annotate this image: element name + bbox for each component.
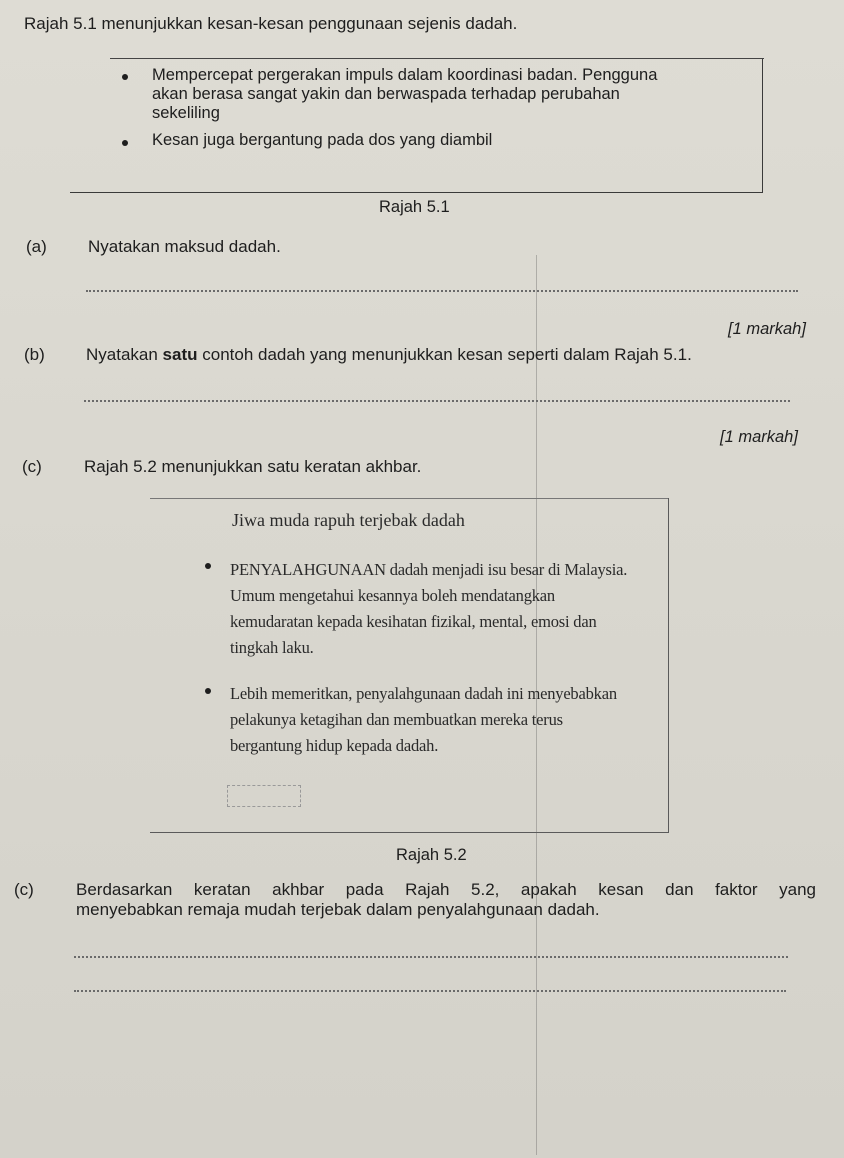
question-a-label: (a) [26, 237, 47, 256]
bullet2-text: Kesan juga bergantung pada dos yang diambil [152, 131, 493, 149]
bullet1-line3: sekeliling [152, 104, 220, 122]
intro-text: Rajah 5.1 menunjukkan kesan-kesan penggunaan sejenis dadah. [24, 14, 518, 33]
clipping-headline: Jiwa muda rapuh terjebak dadah [232, 510, 465, 530]
answer-line-b[interactable] [84, 400, 790, 402]
clipping-para2-line2: pelakunya ketagihan dan membuatkan mereka terus [230, 710, 563, 729]
question-c-intro: Rajah 5.2 menunjukkan satu keratan akhbar. [84, 457, 422, 476]
clipping-placeholder-box [227, 785, 301, 807]
diagram-5-1-box [70, 58, 763, 193]
answer-line-c-2[interactable] [74, 990, 786, 992]
bullet1-line2: akan berasa sangat yakin dan berwaspada terhadap perubahan [152, 85, 620, 103]
marks-a: [1 markah] [728, 320, 806, 338]
bullet-dot [122, 140, 128, 146]
clipping-para2-line1: Lebih memeritkan, penyalahgunaan dadah ini menyebabkan [230, 684, 617, 703]
answer-line-a[interactable] [86, 290, 798, 292]
newspaper-clipping-box [150, 498, 669, 833]
bullet1-line1: Mempercepat pergerakan impuls dalam koordinasi badan. Pengguna [152, 66, 658, 84]
bullet-dot [205, 688, 211, 694]
question-c2-label: (c) [14, 880, 34, 899]
question-c2-line1: Berdasarkan keratan akhbar pada Rajah 5.2, apakah kesan dan faktor yang [76, 880, 816, 899]
bullet-dot [122, 74, 128, 80]
question-b-label: (b) [24, 345, 45, 364]
caption-rajah-5-1: Rajah 5.1 [379, 198, 450, 216]
clipping-para1-line3: kemudaratan kepada kesihatan fizikal, mental, emosi dan [230, 612, 597, 631]
question-a-text: Nyatakan maksud dadah. [88, 237, 281, 256]
clipping-para1-line1: PENYALAHGUNAAN dadah menjadi isu besar di Malaysia. [230, 560, 628, 579]
question-c-label: (c) [22, 457, 42, 476]
clipping-para2-line3: bergantung hidup kepada dadah. [230, 736, 439, 755]
question-b-bold-word: satu [162, 345, 198, 364]
question-c2-line2: menyebabkan remaja mudah terjebak dalam penyalahgunaan dadah. [76, 900, 600, 919]
question-b-text: Nyatakan satu contoh dadah yang menunjukkan kesan seperti dalam Rajah 5.1. [86, 345, 692, 364]
clipping-para1-line4: tingkah laku. [230, 638, 314, 657]
answer-line-c-1[interactable] [74, 956, 788, 958]
caption-rajah-5-2: Rajah 5.2 [396, 846, 467, 864]
bullet-dot [205, 563, 211, 569]
marks-b: [1 markah] [720, 428, 798, 446]
clipping-para1-line2: Umum mengetahui kesannya boleh mendatangkan [230, 586, 555, 605]
